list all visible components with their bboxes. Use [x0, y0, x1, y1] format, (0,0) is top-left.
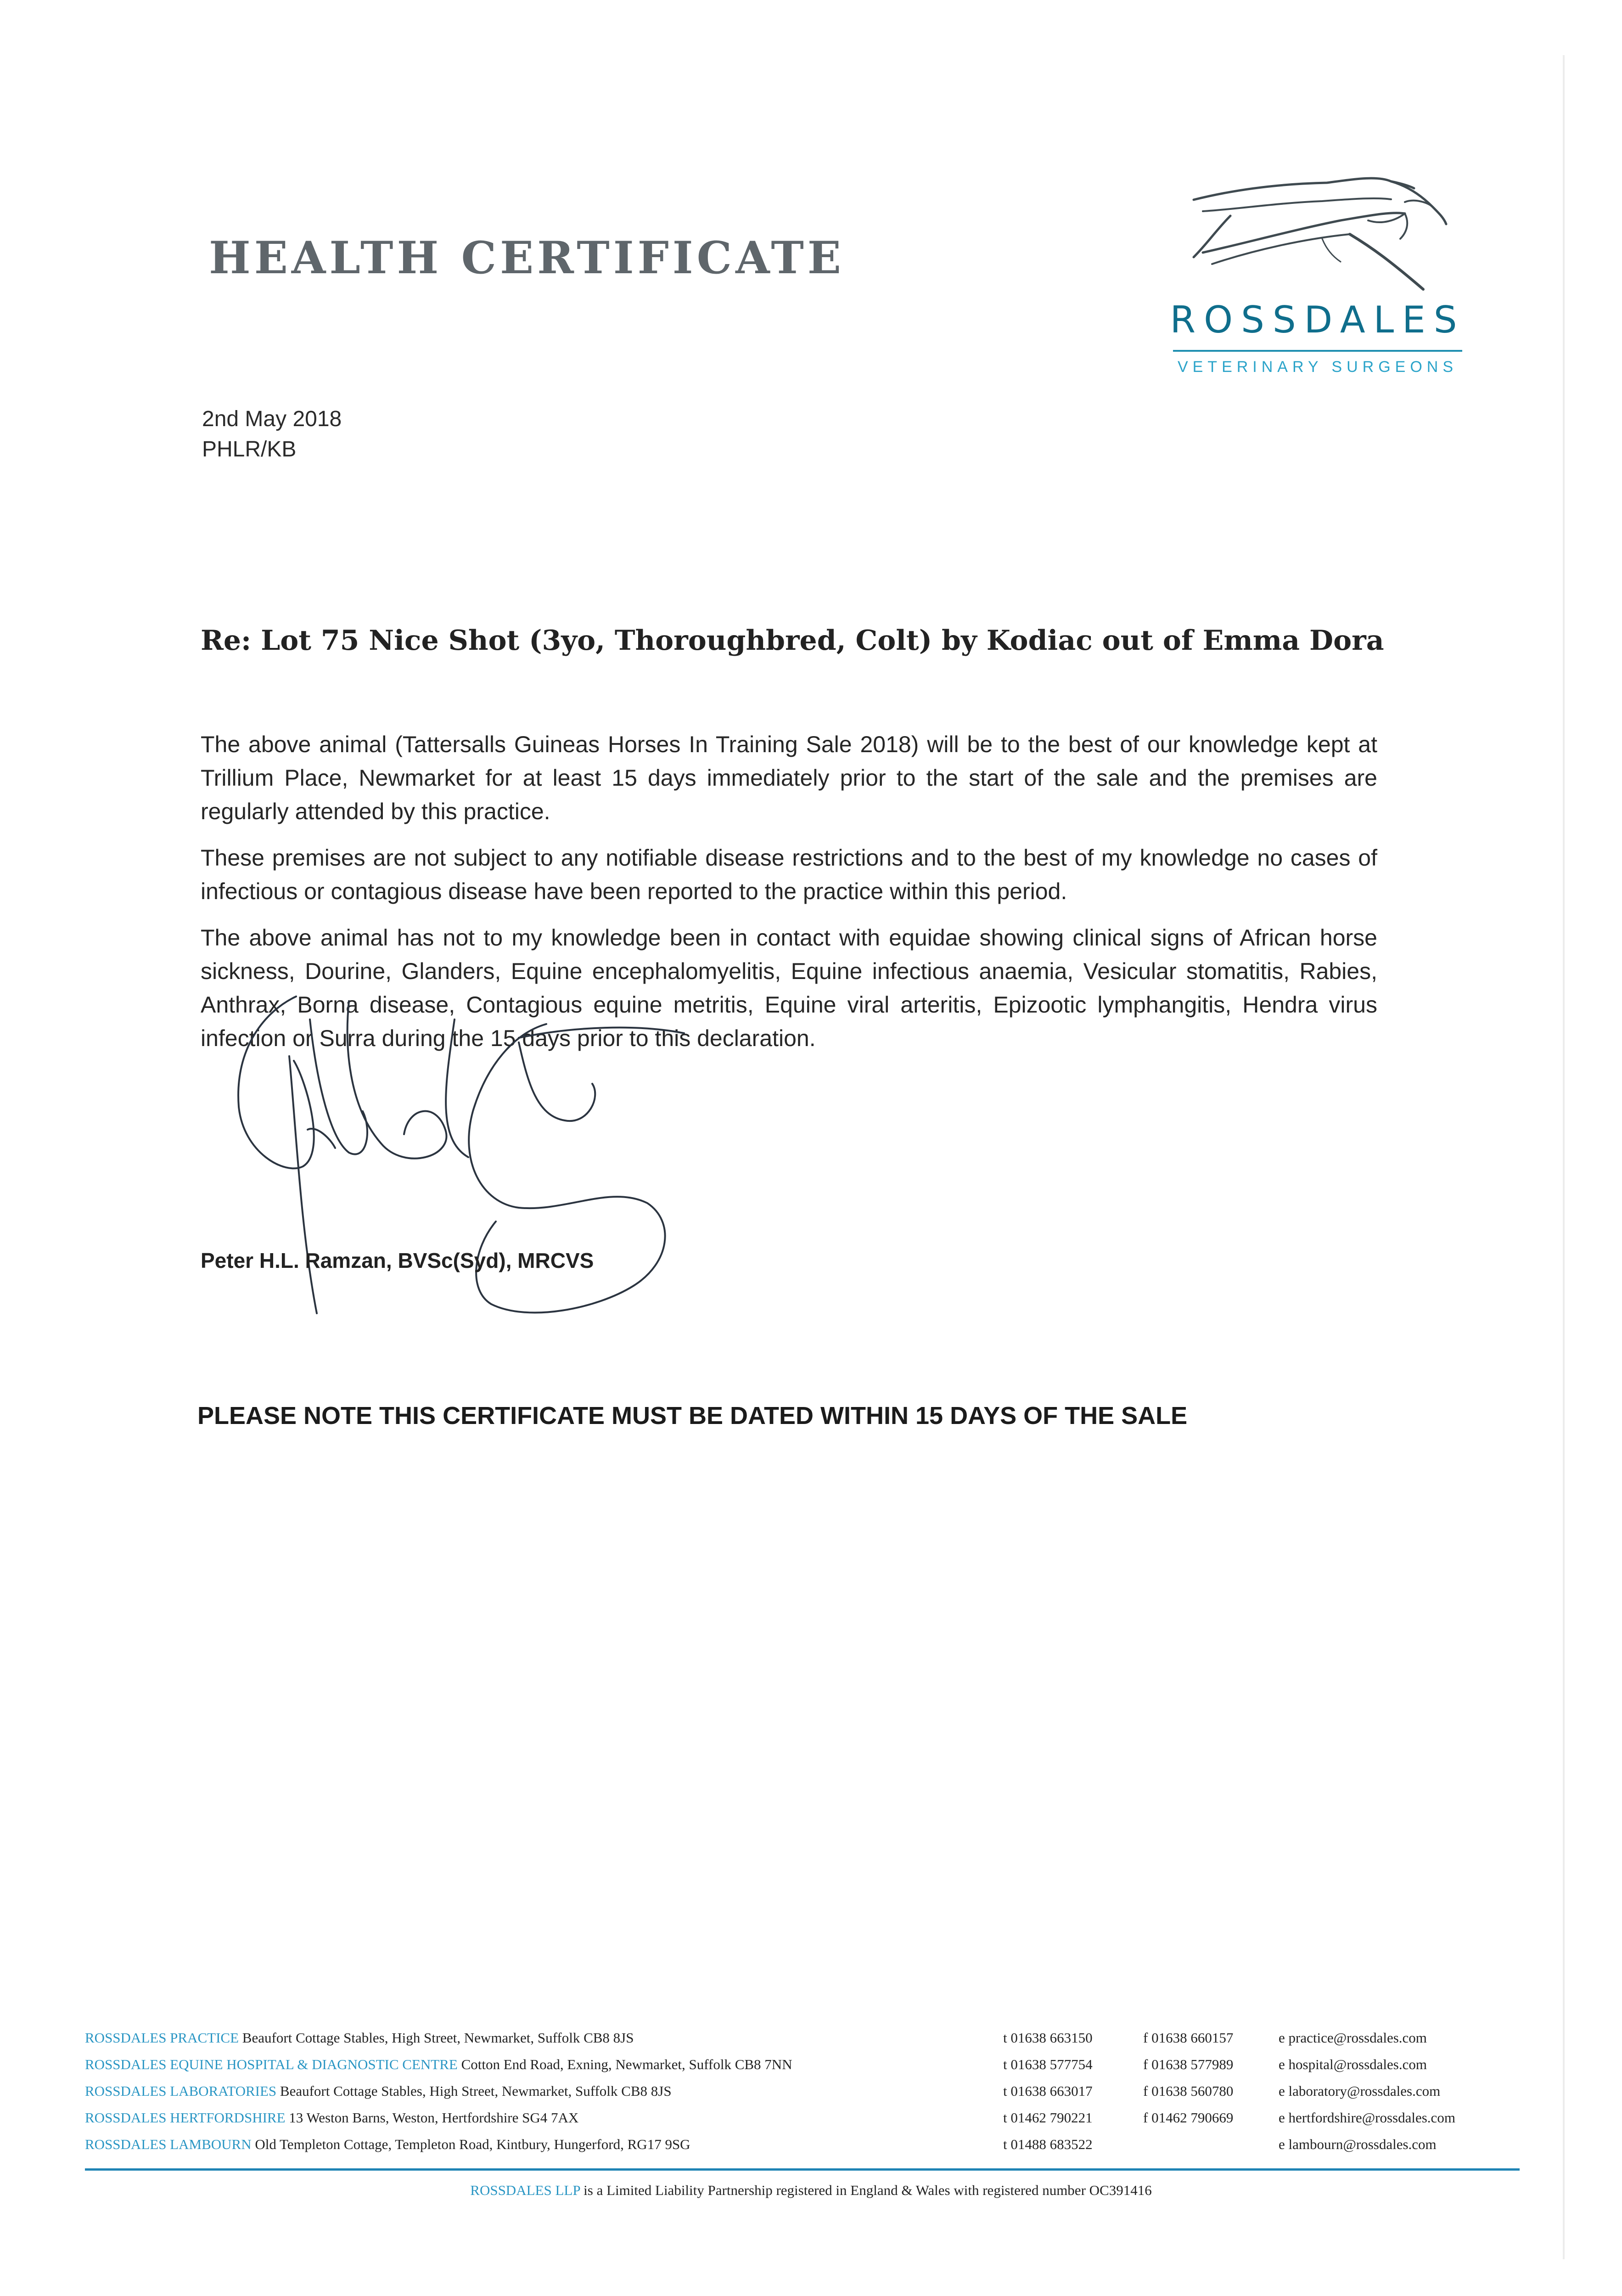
office-telephone: t 01462 790221: [1003, 2110, 1093, 2126]
office-row: [85, 2056, 1427, 2084]
office-row: [85, 2083, 1441, 2110]
office-name: ROSSDALES LAMBOURN: [85, 2136, 252, 2152]
office-telephone: t 01638 663017: [1003, 2083, 1093, 2099]
office-address: Cotton End Road, Exning, Newmarket, Suffolk CB8 7NN: [461, 2056, 792, 2072]
signatory-name: Peter H.L. Ramzan, BVSc(Syd), MRCVS: [201, 1249, 594, 1272]
office-address: Beaufort Cottage Stables, High Street, Newmarket, Suffolk CB8 8JS: [280, 2083, 672, 2099]
paragraph-disease-restrictions: These premises are not subject to any notifiable disease restrictions and to the best of my knowledge no cases of infectious or contagious disease have been reported to the practice within this period.: [201, 845, 1377, 904]
office-telephone: t 01488 683522: [1003, 2136, 1093, 2152]
office-email: e practice@rossdales.com: [1279, 2030, 1427, 2046]
legal-notice: [0, 2182, 1622, 2199]
office-name: ROSSDALES LABORATORIES: [85, 2083, 277, 2099]
office-name: ROSSDALES HERTFORDSHIRE: [85, 2110, 286, 2126]
office-row: [85, 2030, 1427, 2057]
legal-entity-name: ROSSDALES LLP: [470, 2182, 580, 2198]
handwritten-signature: [197, 992, 739, 1341]
office-fax: f 01638 660157: [1143, 2030, 1234, 2046]
office-fax: f 01462 790669: [1143, 2110, 1234, 2126]
office-name: ROSSDALES EQUINE HOSPITAL & DIAGNOSTIC CENTRE: [85, 2056, 458, 2072]
logo-wordmark: ROSSDALES: [1170, 298, 1465, 341]
office-email: e lambourn@rossdales.com: [1279, 2136, 1437, 2152]
office-address: Old Templeton Cottage, Templeton Road, Kintbury, Hungerford, RG17 9SG: [255, 2136, 690, 2152]
subject-line: Re: Lot 75 Nice Shot (3yo, Thoroughbred, Colt) by Kodiac out of Emma Dora: [201, 625, 1384, 657]
office-name: ROSSDALES PRACTICE: [85, 2030, 239, 2046]
paragraph-sale-premises: The above animal (Tattersalls Guineas Horses In Training Sale 2018) will be to the best of our knowledge kept at Trillium Place, Newmarket for at least 15 days immediately prior to the start of the sale and the premises are regularly attended by this practice.: [201, 732, 1377, 824]
office-telephone: t 01638 663150: [1003, 2030, 1093, 2046]
scan-edge: [1563, 55, 1565, 2259]
legal-registration-text: is a Limited Liability Partnership registered in England & Wales with registered number OC391416: [584, 2182, 1152, 2198]
office-email: e hertfordshire@rossdales.com: [1279, 2110, 1455, 2126]
office-row: [85, 2136, 1437, 2164]
office-fax: f 01638 577989: [1143, 2056, 1234, 2072]
office-email: e hospital@rossdales.com: [1279, 2056, 1427, 2072]
office-address: Beaufort Cottage Stables, High Street, Newmarket, Suffolk CB8 8JS: [242, 2030, 634, 2046]
rossdales-logo: [1166, 170, 1469, 386]
document-title: HEALTH CERTIFICATE: [209, 232, 845, 284]
logo-rule: [1173, 350, 1462, 352]
office-email: e laboratory@rossdales.com: [1279, 2083, 1441, 2099]
letter-reference: PHLR/KB: [202, 437, 297, 461]
office-address: 13 Weston Barns, Weston, Hertfordshire SG4 7AX: [289, 2110, 579, 2126]
office-telephone: t 01638 577754: [1003, 2056, 1093, 2072]
dating-notice: PLEASE NOTE THIS CERTIFICATE MUST BE DATED WITHIN 15 DAYS OF THE SALE: [197, 1402, 1188, 1429]
letter-meta: [202, 404, 342, 465]
office-row: [85, 2110, 1455, 2137]
paragraph-equidae-contact: The above animal has not to my knowledge been in contact with equidae showing clinical signs of African horse sickness, Dourine, Glanders, Equine encephalomyelitis, Equine infectious anaemia, Vesicular stomatitis, Rabies, Anthrax, Borna disease, Contagious equine metritis, Equine viral arteritis, Epizootic lymphangitis, Hendra virus infection or Surra during the 15 days prior to this declaration.: [201, 925, 1377, 1051]
letter-date: 2nd May 2018: [202, 407, 342, 431]
footer-divider: [85, 2168, 1520, 2171]
horse-icon: [1175, 170, 1460, 294]
logo-tagline: VETERINARY SURGEONS: [1177, 358, 1458, 376]
office-fax: f 01638 560780: [1143, 2083, 1234, 2099]
